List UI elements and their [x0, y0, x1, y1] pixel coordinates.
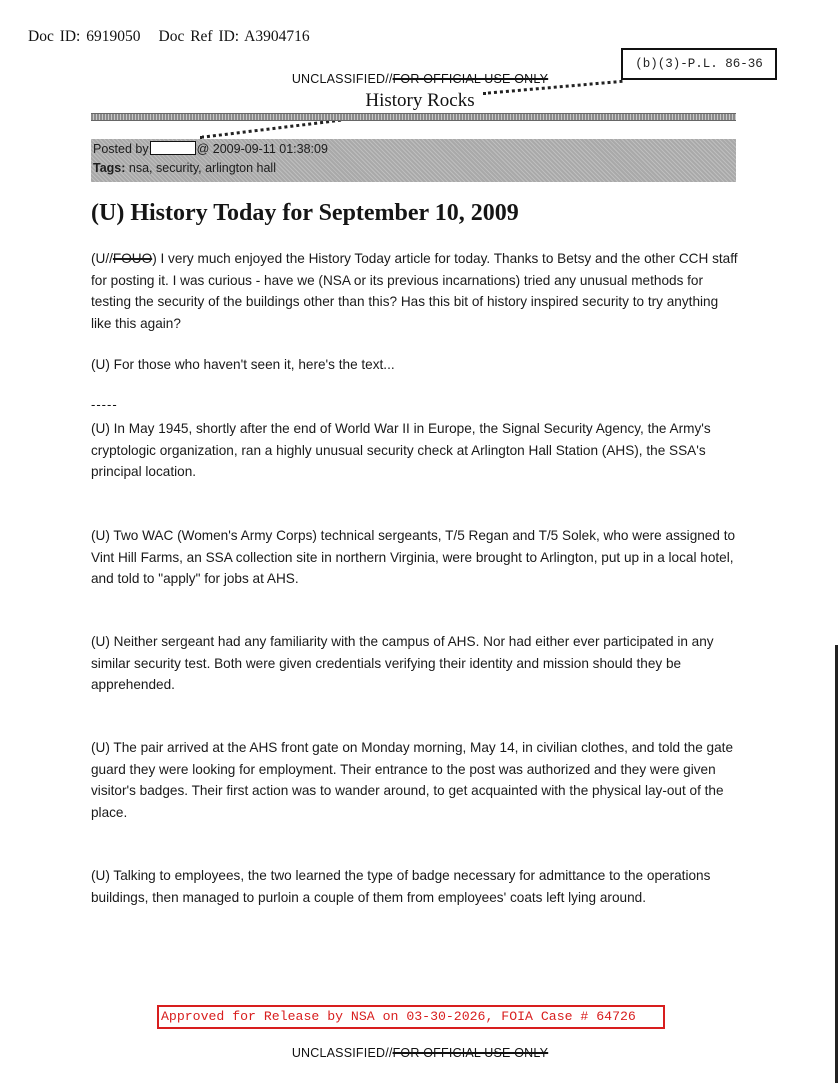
- scan-edge-line: [835, 645, 838, 1083]
- intro-marking-struck: FOUO: [112, 251, 153, 266]
- classification-banner-bottom: [0, 1046, 840, 1060]
- post-meta-band: [91, 139, 736, 182]
- intro-text: I very much enjoyed the History Today article for today. Thanks to Betsy and the other CCH staff for posting it. I was curious - have we (NSA or its previous incarnations) tried any unusual methods for testing the security of the buildings other than this? Has this bit of history inspired security to try anything like this again?: [91, 251, 738, 331]
- intro-paragraph: [91, 248, 741, 334]
- posted-timestamp: @ 2009-09-11 01:38:09: [196, 142, 328, 156]
- classification-bottom-struck: FOR OFFICIAL USE ONLY: [392, 1046, 549, 1060]
- paragraph-4: (U) Two WAC (Women's Army Corps) technical sergeants, T/5 Regan and T/5 Solek, who were assigned to Vint Hill Farms, an SSA collection site in northern Virginia, were brought to Arlington, put up in a local hotel, and told to "apply" for jobs at AHS.: [91, 528, 736, 586]
- document-id-line: [28, 28, 310, 46]
- tags-label: Tags:: [93, 161, 126, 175]
- classification-bottom-prefix: UNCLASSIFIED//: [291, 1046, 393, 1060]
- intro-marking-suffix: ): [152, 251, 157, 266]
- tags-line: [93, 161, 276, 175]
- blog-title: History Rocks: [365, 90, 475, 111]
- exemption-box: (b)(3)-P.L. 86-36: [621, 48, 777, 80]
- tags-value: nsa, security, arlington hall: [128, 161, 276, 175]
- classification-banner-top: [0, 72, 840, 86]
- classification-top-struck: FOR OFFICIAL USE ONLY: [392, 72, 549, 86]
- paragraph-7: (U) Talking to employees, the two learned the type of badge necessary for admittance to the operations buildings, then managed to purloin a couple of them from employees' coats left lying around.: [91, 868, 711, 905]
- paragraph-2: (U) For those who haven't seen it, here's the text...: [91, 357, 395, 372]
- text-separator: -----: [91, 397, 118, 412]
- posted-line: [93, 141, 328, 156]
- doc-ref-id: Doc Ref ID: A3904716: [158, 28, 310, 45]
- posted-prefix: Posted by: [93, 142, 149, 156]
- intro-marking-prefix: (U//: [91, 251, 113, 266]
- release-stamp: Approved for Release by NSA on 03-30-2026, FOIA Case # 64726: [157, 1005, 665, 1029]
- paragraph-6: (U) The pair arrived at the AHS front gate on Monday morning, May 14, in civilian clothes, and told the gate guard they were looking for employment. Their entrance to the post was authorized and they were given visitor's badges. Their first action was to wander around, to get acquainted with the physical lay-out of the place.: [91, 740, 734, 820]
- header-rule: [91, 113, 736, 121]
- paragraph-3: (U) In May 1945, shortly after the end of World War II in Europe, the Signal Security Agency, the Army's cryptologic organization, ran a highly unusual security check at Arlington Hall Station (AHS), the SSA's principal location.: [91, 421, 711, 479]
- doc-id: Doc ID: 6919050: [28, 28, 141, 45]
- paragraph-5: (U) Neither sergeant had any familiarity with the campus of AHS. Nor had either ever participated in any similar security test. Both were given credentials verifying their identity and mission should they be apprehended.: [91, 634, 714, 692]
- post-title: (U) History Today for September 10, 2009: [91, 200, 519, 226]
- redacted-author-box: [150, 141, 196, 155]
- classification-top-prefix: UNCLASSIFIED//: [291, 72, 393, 86]
